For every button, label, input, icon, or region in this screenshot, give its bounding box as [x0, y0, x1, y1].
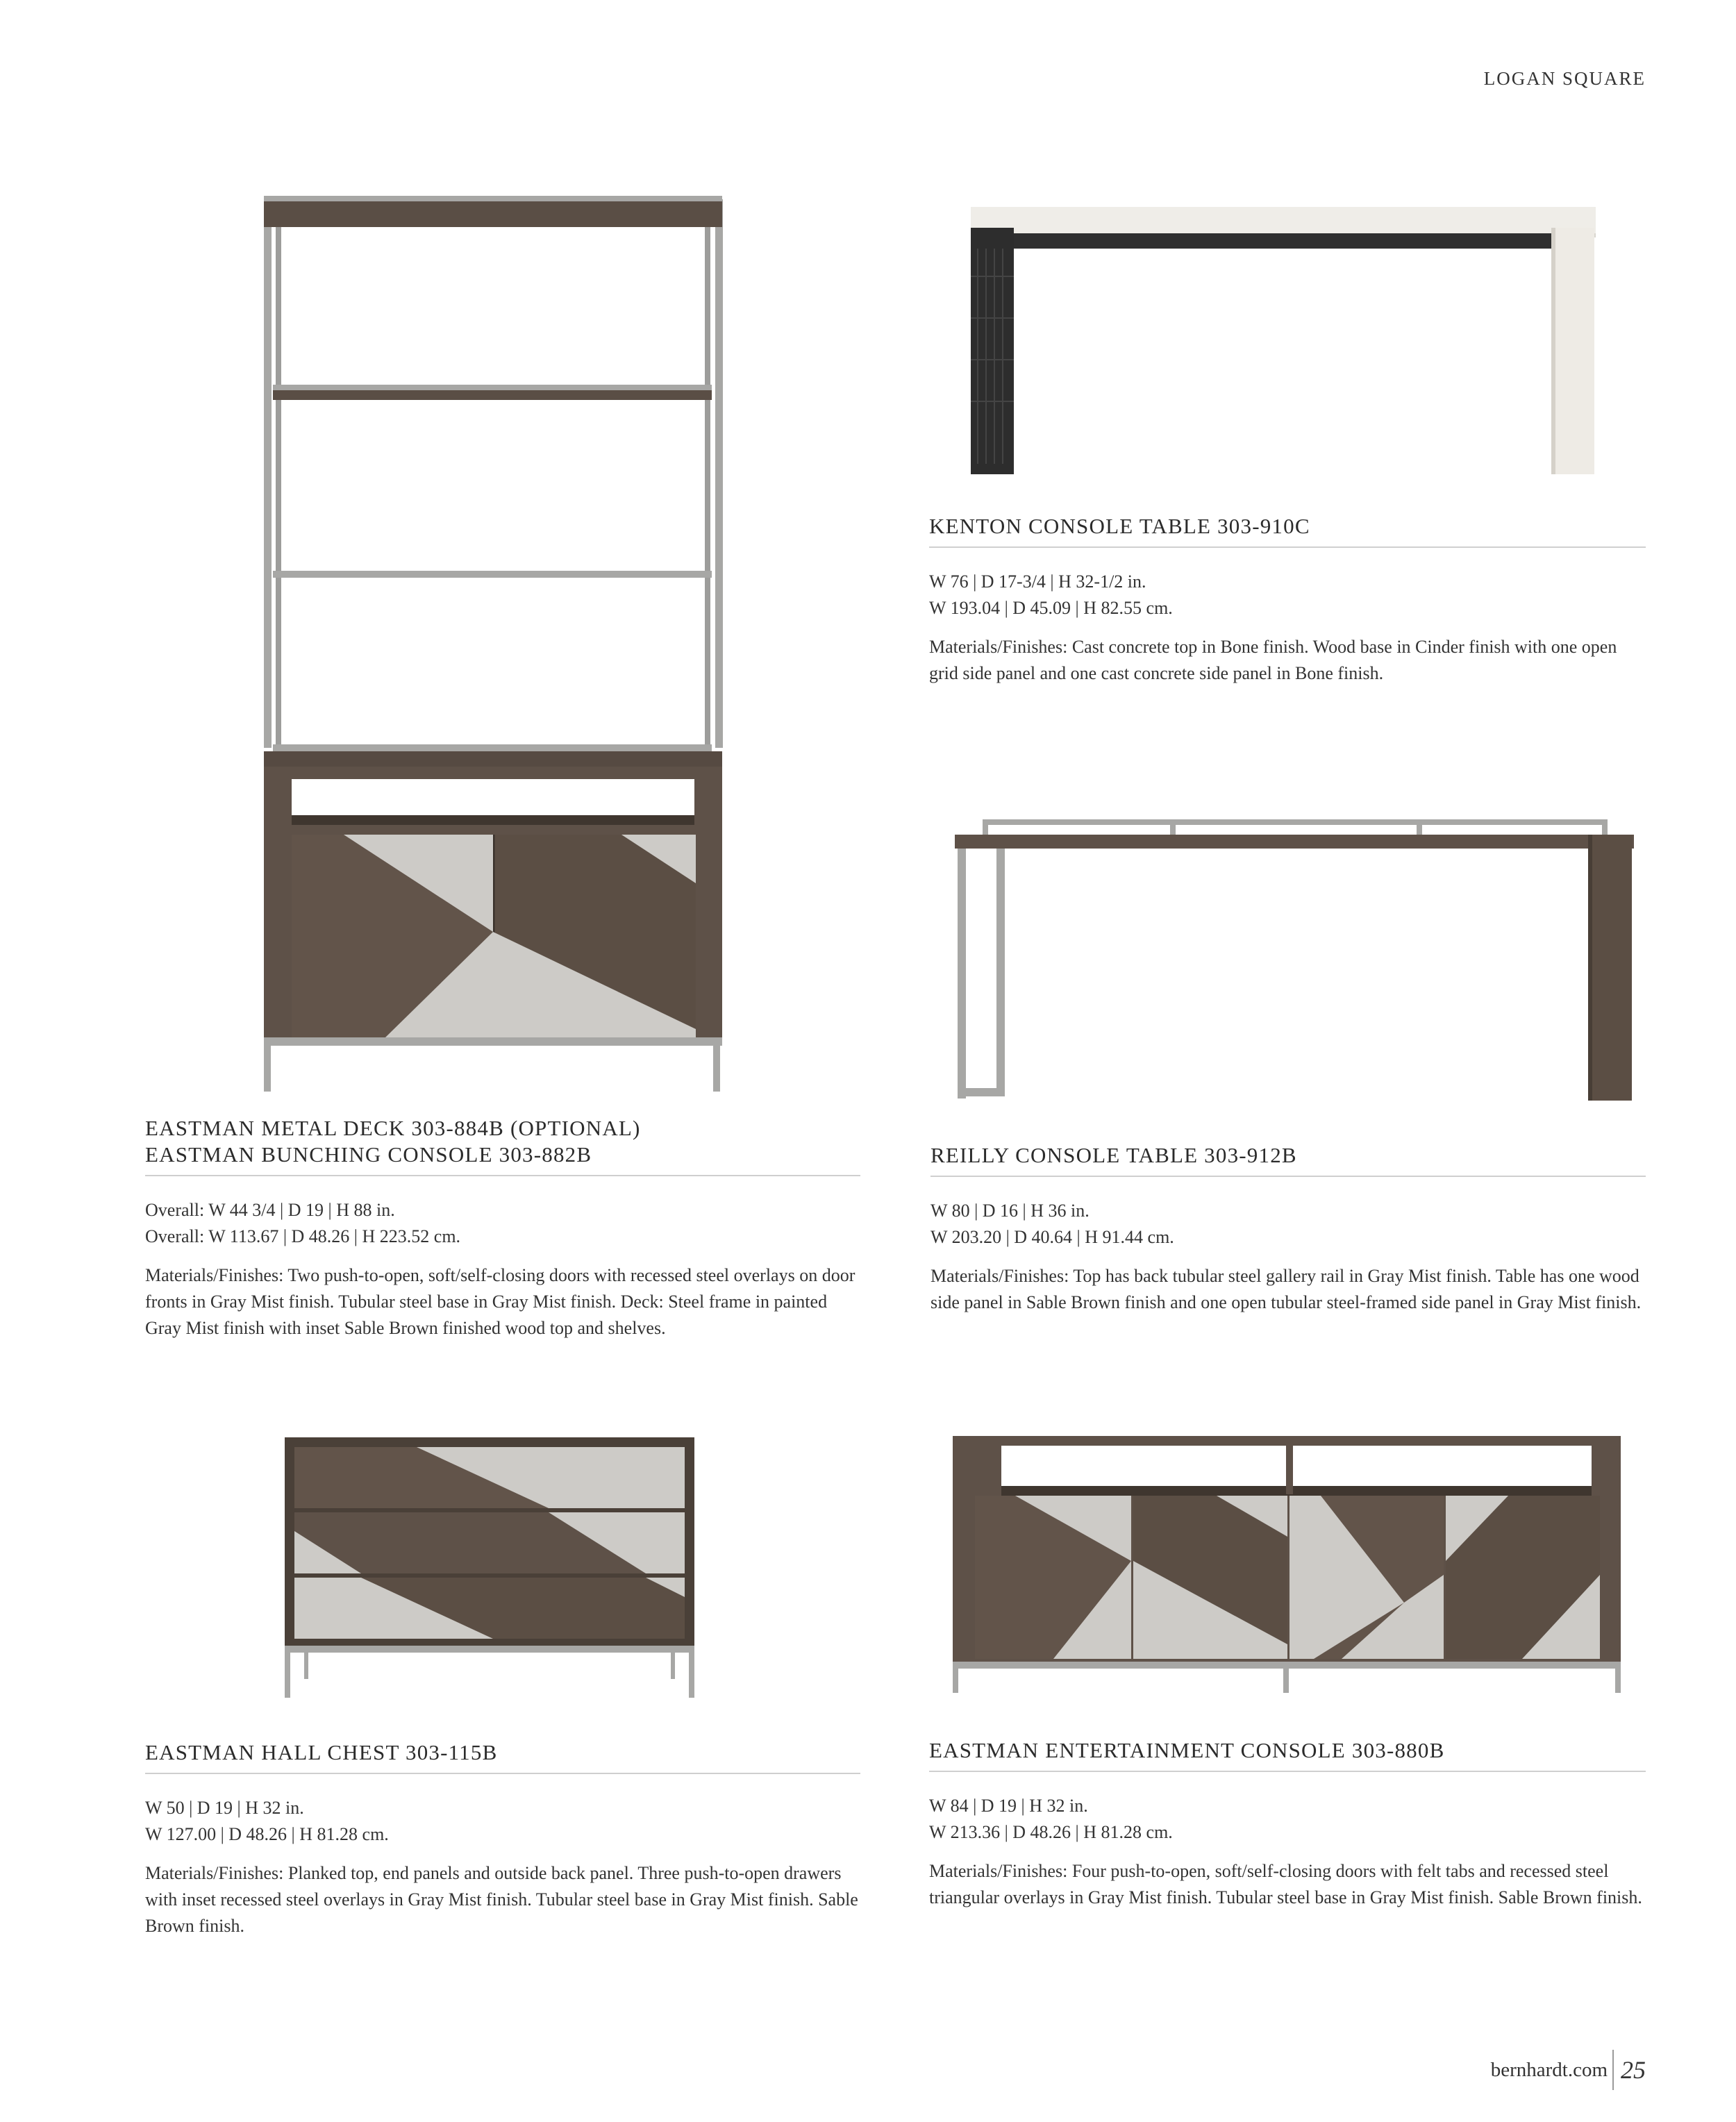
dimensions-inches: W 84 | D 19 | H 32 in.: [929, 1796, 1088, 1816]
dimensions-cm: W 203.20 | D 40.64 | H 91.44 cm.: [930, 1227, 1174, 1247]
dimensions-cm: Overall: W 113.67 | D 48.26 | H 223.52 cm.: [145, 1226, 461, 1246]
product-title: [145, 1115, 860, 1176]
product-title: [929, 513, 1646, 548]
footer-website[interactable]: bernhardt.com: [1490, 2059, 1608, 2081]
product-eastman-entertainment: [929, 1737, 1646, 1911]
eastman-hall-chest-image: [285, 1437, 694, 1698]
page-number: 25: [1621, 2056, 1646, 2084]
eastman-entertainment-image: [953, 1436, 1621, 1693]
kenton-console-image: [971, 207, 1596, 474]
product-materials: Materials/Finishes: Two push-to-open, soft/self-closing doors with recessed steel overlays on door fronts in Gray Mist finish. Tubular steel base in Gray Mist finish. Deck: Steel frame in painted Gray Mist finish with inset Sable Brown finished wood top and shelves.: [145, 1265, 856, 1338]
product-dimensions: [929, 1793, 1646, 1846]
dimensions-inches: W 50 | D 19 | H 32 in.: [145, 1798, 304, 1818]
product-title-line: EASTMAN HALL CHEST 303-115B: [145, 1740, 498, 1764]
product-title-line: EASTMAN METAL DECK 303-884B (OPTIONAL): [145, 1116, 641, 1140]
product-title-line: EASTMAN BUNCHING CONSOLE 303-882B: [145, 1142, 592, 1167]
product-materials: Materials/Finishes: Top has back tubular steel gallery rail in Gray Mist finish. Table has one wood side panel in Sable Brown finish and one open tubular steel-framed side panel in Gray Mist finish.: [930, 1266, 1642, 1312]
product-title-line: REILLY CONSOLE TABLE 303-912B: [930, 1143, 1297, 1167]
footer-divider: [1612, 2050, 1614, 2090]
product-dimensions: [929, 569, 1646, 621]
product-dimensions: [930, 1198, 1646, 1251]
product-materials: Materials/Finishes: Cast concrete top in Bone finish. Wood base in Cinder finish with one open grid side panel and one cast concrete side panel in Bone finish.: [929, 637, 1617, 683]
product-title: [929, 1737, 1646, 1772]
dimensions-cm: W 127.00 | D 48.26 | H 81.28 cm.: [145, 1824, 389, 1844]
dimensions-inches: W 80 | D 16 | H 36 in.: [930, 1201, 1090, 1221]
product-materials: Materials/Finishes: Four push-to-open, soft/self-closing doors with felt tabs and recessed steel triangular overlays in Gray Mist finish. Tubular steel base in Gray Mist finish. Sable Brown finish.: [929, 1861, 1642, 1907]
product-reilly-console: [930, 1142, 1646, 1316]
product-dimensions: [145, 1795, 860, 1848]
product-dimensions: [145, 1197, 860, 1250]
collection-name: LOGAN SQUARE: [1483, 68, 1646, 89]
product-title: [930, 1142, 1646, 1177]
product-materials: Materials/Finishes: Planked top, end panels and outside back panel. Three push-to-open drawers with inset recessed steel overlays in Gray Mist finish. Tubular steel base in Gray Mist finish. Sable Brown finish.: [145, 1863, 858, 1936]
product-title-line: KENTON CONSOLE TABLE 303-910C: [929, 514, 1310, 538]
dimensions-inches: Overall: W 44 3/4 | D 19 | H 88 in.: [145, 1200, 395, 1220]
product-title-line: EASTMAN ENTERTAINMENT CONSOLE 303-880B: [929, 1738, 1445, 1762]
product-title: [145, 1739, 860, 1774]
product-eastman-hall-chest: [145, 1739, 860, 1939]
product-eastman-deck-console: [145, 1115, 860, 1342]
reilly-console-image: [955, 819, 1634, 1101]
product-kenton-console: [929, 513, 1646, 687]
eastman-deck-console-image: [260, 196, 726, 1092]
dimensions-cm: W 213.36 | D 48.26 | H 81.28 cm.: [929, 1822, 1173, 1842]
dimensions-cm: W 193.04 | D 45.09 | H 82.55 cm.: [929, 598, 1173, 618]
dimensions-inches: W 76 | D 17-3/4 | H 32-1/2 in.: [929, 571, 1146, 592]
